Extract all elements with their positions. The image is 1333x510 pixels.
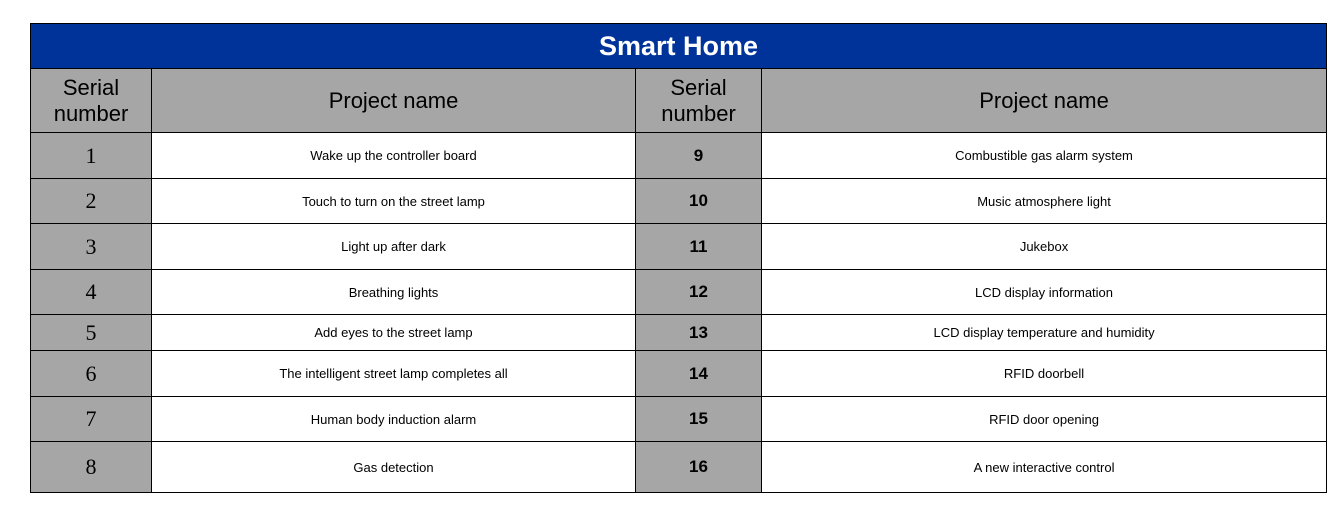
serial-cell-left: 1 bbox=[31, 133, 152, 179]
project-name-cell-left: Wake up the controller board bbox=[152, 133, 636, 179]
project-name-cell-right: RFID doorbell bbox=[762, 351, 1327, 397]
project-name-cell-left: Gas detection bbox=[152, 442, 636, 493]
project-name-cell-right: Combustible gas alarm system bbox=[762, 133, 1327, 179]
table-row bbox=[31, 270, 1327, 315]
header-project-name-left: Project name bbox=[152, 69, 636, 133]
serial-cell-left: 4 bbox=[31, 270, 152, 315]
project-name-cell-left: Human body induction alarm bbox=[152, 397, 636, 442]
serial-cell-left: 6 bbox=[31, 351, 152, 397]
table-row bbox=[31, 133, 1327, 179]
project-name-cell-right: LCD display information bbox=[762, 270, 1327, 315]
project-name-cell-right: LCD display temperature and humidity bbox=[762, 315, 1327, 351]
table-row bbox=[31, 315, 1327, 351]
serial-cell-right: 11 bbox=[636, 224, 762, 270]
header-row bbox=[31, 69, 1327, 133]
serial-cell-right: 12 bbox=[636, 270, 762, 315]
project-name-cell-right: Jukebox bbox=[762, 224, 1327, 270]
serial-cell-left: 2 bbox=[31, 179, 152, 224]
project-name-cell-left: Touch to turn on the street lamp bbox=[152, 179, 636, 224]
serial-cell-right: 10 bbox=[636, 179, 762, 224]
serial-cell-right: 14 bbox=[636, 351, 762, 397]
serial-cell-left: 8 bbox=[31, 442, 152, 493]
table-row bbox=[31, 442, 1327, 493]
table-row bbox=[31, 351, 1327, 397]
serial-cell-right: 15 bbox=[636, 397, 762, 442]
serial-cell-right: 16 bbox=[636, 442, 762, 493]
table-title: Smart Home bbox=[31, 24, 1327, 69]
project-name-cell-left: Breathing lights bbox=[152, 270, 636, 315]
project-name-cell-right: RFID door opening bbox=[762, 397, 1327, 442]
table-row bbox=[31, 397, 1327, 442]
serial-cell-left: 7 bbox=[31, 397, 152, 442]
header-serial-right: Serial number bbox=[636, 69, 762, 133]
serial-cell-left: 3 bbox=[31, 224, 152, 270]
header-project-name-right: Project name bbox=[762, 69, 1327, 133]
title-row bbox=[31, 24, 1327, 69]
table-row bbox=[31, 224, 1327, 270]
project-name-cell-left: Add eyes to the street lamp bbox=[152, 315, 636, 351]
header-serial-left: Serial number bbox=[31, 69, 152, 133]
project-name-cell-left: The intelligent street lamp completes all bbox=[152, 351, 636, 397]
table-row bbox=[31, 179, 1327, 224]
serial-cell-right: 13 bbox=[636, 315, 762, 351]
project-name-cell-right: Music atmosphere light bbox=[762, 179, 1327, 224]
project-name-cell-right: A new interactive control bbox=[762, 442, 1327, 493]
project-table bbox=[30, 23, 1327, 493]
serial-cell-left: 5 bbox=[31, 315, 152, 351]
serial-cell-right: 9 bbox=[636, 133, 762, 179]
project-name-cell-left: Light up after dark bbox=[152, 224, 636, 270]
